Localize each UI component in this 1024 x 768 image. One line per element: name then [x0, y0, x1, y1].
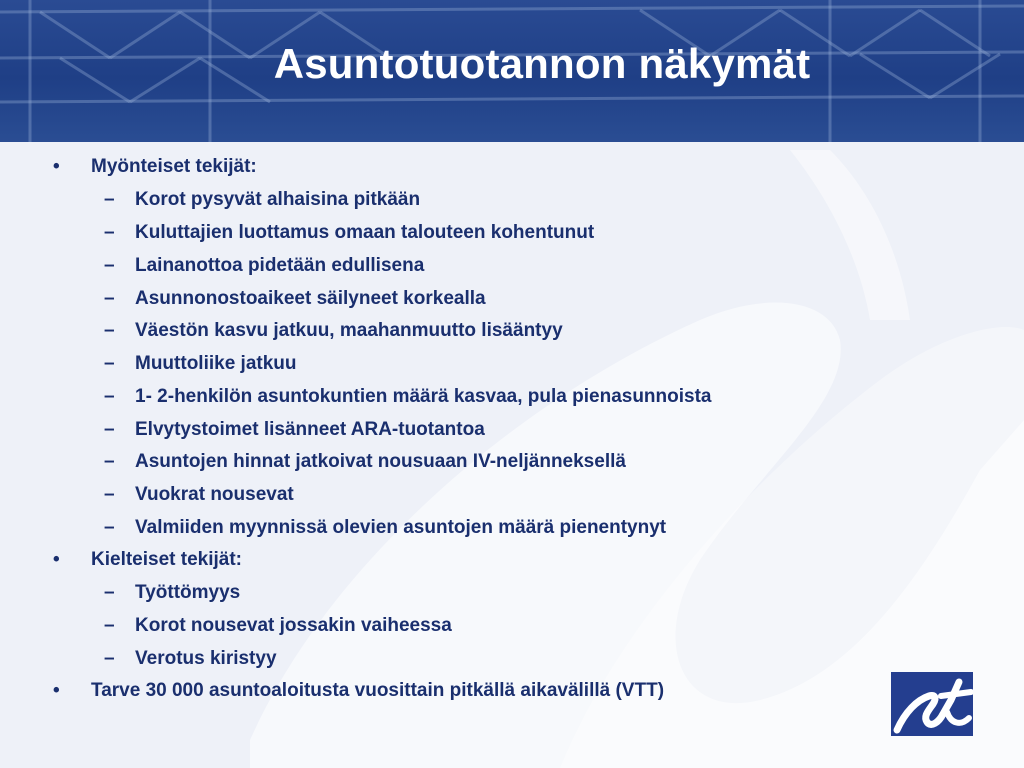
list-item-text: 1- 2-henkilön asuntokuntien määrä kasvaa, pula pienasunnoista [135, 386, 712, 407]
list-item-text: Tarve 30 000 asuntoaloitusta vuosittain pitkällä aikavälillä (VTT) [91, 680, 665, 701]
dash-marker: – [104, 419, 115, 440]
bullet-list [0, 142, 1024, 768]
bullet-marker: • [53, 549, 60, 570]
slide-title: Asuntotuotannon näkymät [273, 40, 811, 87]
dash-marker: – [104, 320, 115, 341]
dash-marker: – [104, 189, 115, 210]
list-item-text: Myönteiset tekijät: [91, 156, 257, 177]
rt-logo-icon [891, 672, 973, 736]
list-item-text: Väestön kasvu jatkuu, maahanmuutto lisääntyy [135, 320, 563, 341]
dash-marker: – [104, 517, 115, 538]
dash-marker: – [104, 255, 115, 276]
dash-marker: – [104, 222, 115, 243]
list-item-text: Vuokrat nousevat [135, 484, 294, 505]
dash-marker: – [104, 386, 115, 407]
list-item-text: Korot nousevat jossakin vaiheessa [135, 615, 452, 636]
dash-marker: – [104, 648, 115, 669]
dash-marker: – [104, 288, 115, 309]
list-item-text: Elvytystoimet lisänneet ARA-tuotantoa [135, 419, 485, 440]
bullet-marker: • [53, 156, 60, 177]
list-item-text: Asuntojen hinnat jatkoivat nousuaan IV-neljänneksellä [135, 451, 626, 472]
dash-marker: – [104, 484, 115, 505]
list-item-text: Verotus kiristyy [135, 648, 277, 669]
dash-marker: – [104, 582, 115, 603]
list-item-text: Kuluttajien luottamus omaan talouteen kohentunut [135, 222, 595, 243]
header-banner [0, 0, 1024, 142]
list-item-text: Valmiiden myynnissä olevien asuntojen määrä pienentynyt [135, 517, 667, 538]
list-item-text: Muuttoliike jatkuu [135, 353, 297, 374]
list-item-text: Kielteiset tekijät: [91, 549, 242, 570]
list-item-text: Asunnonostoaikeet säilyneet korkealla [135, 288, 486, 309]
list-item-text: Korot pysyvät alhaisina pitkään [135, 189, 421, 210]
bullet-marker: • [53, 680, 60, 701]
dash-marker: – [104, 451, 115, 472]
dash-marker: – [104, 353, 115, 374]
list-item-text: Lainanottoa pidetään edullisena [135, 255, 425, 276]
dash-marker: – [104, 615, 115, 636]
list-item-text: Työttömyys [135, 582, 241, 603]
